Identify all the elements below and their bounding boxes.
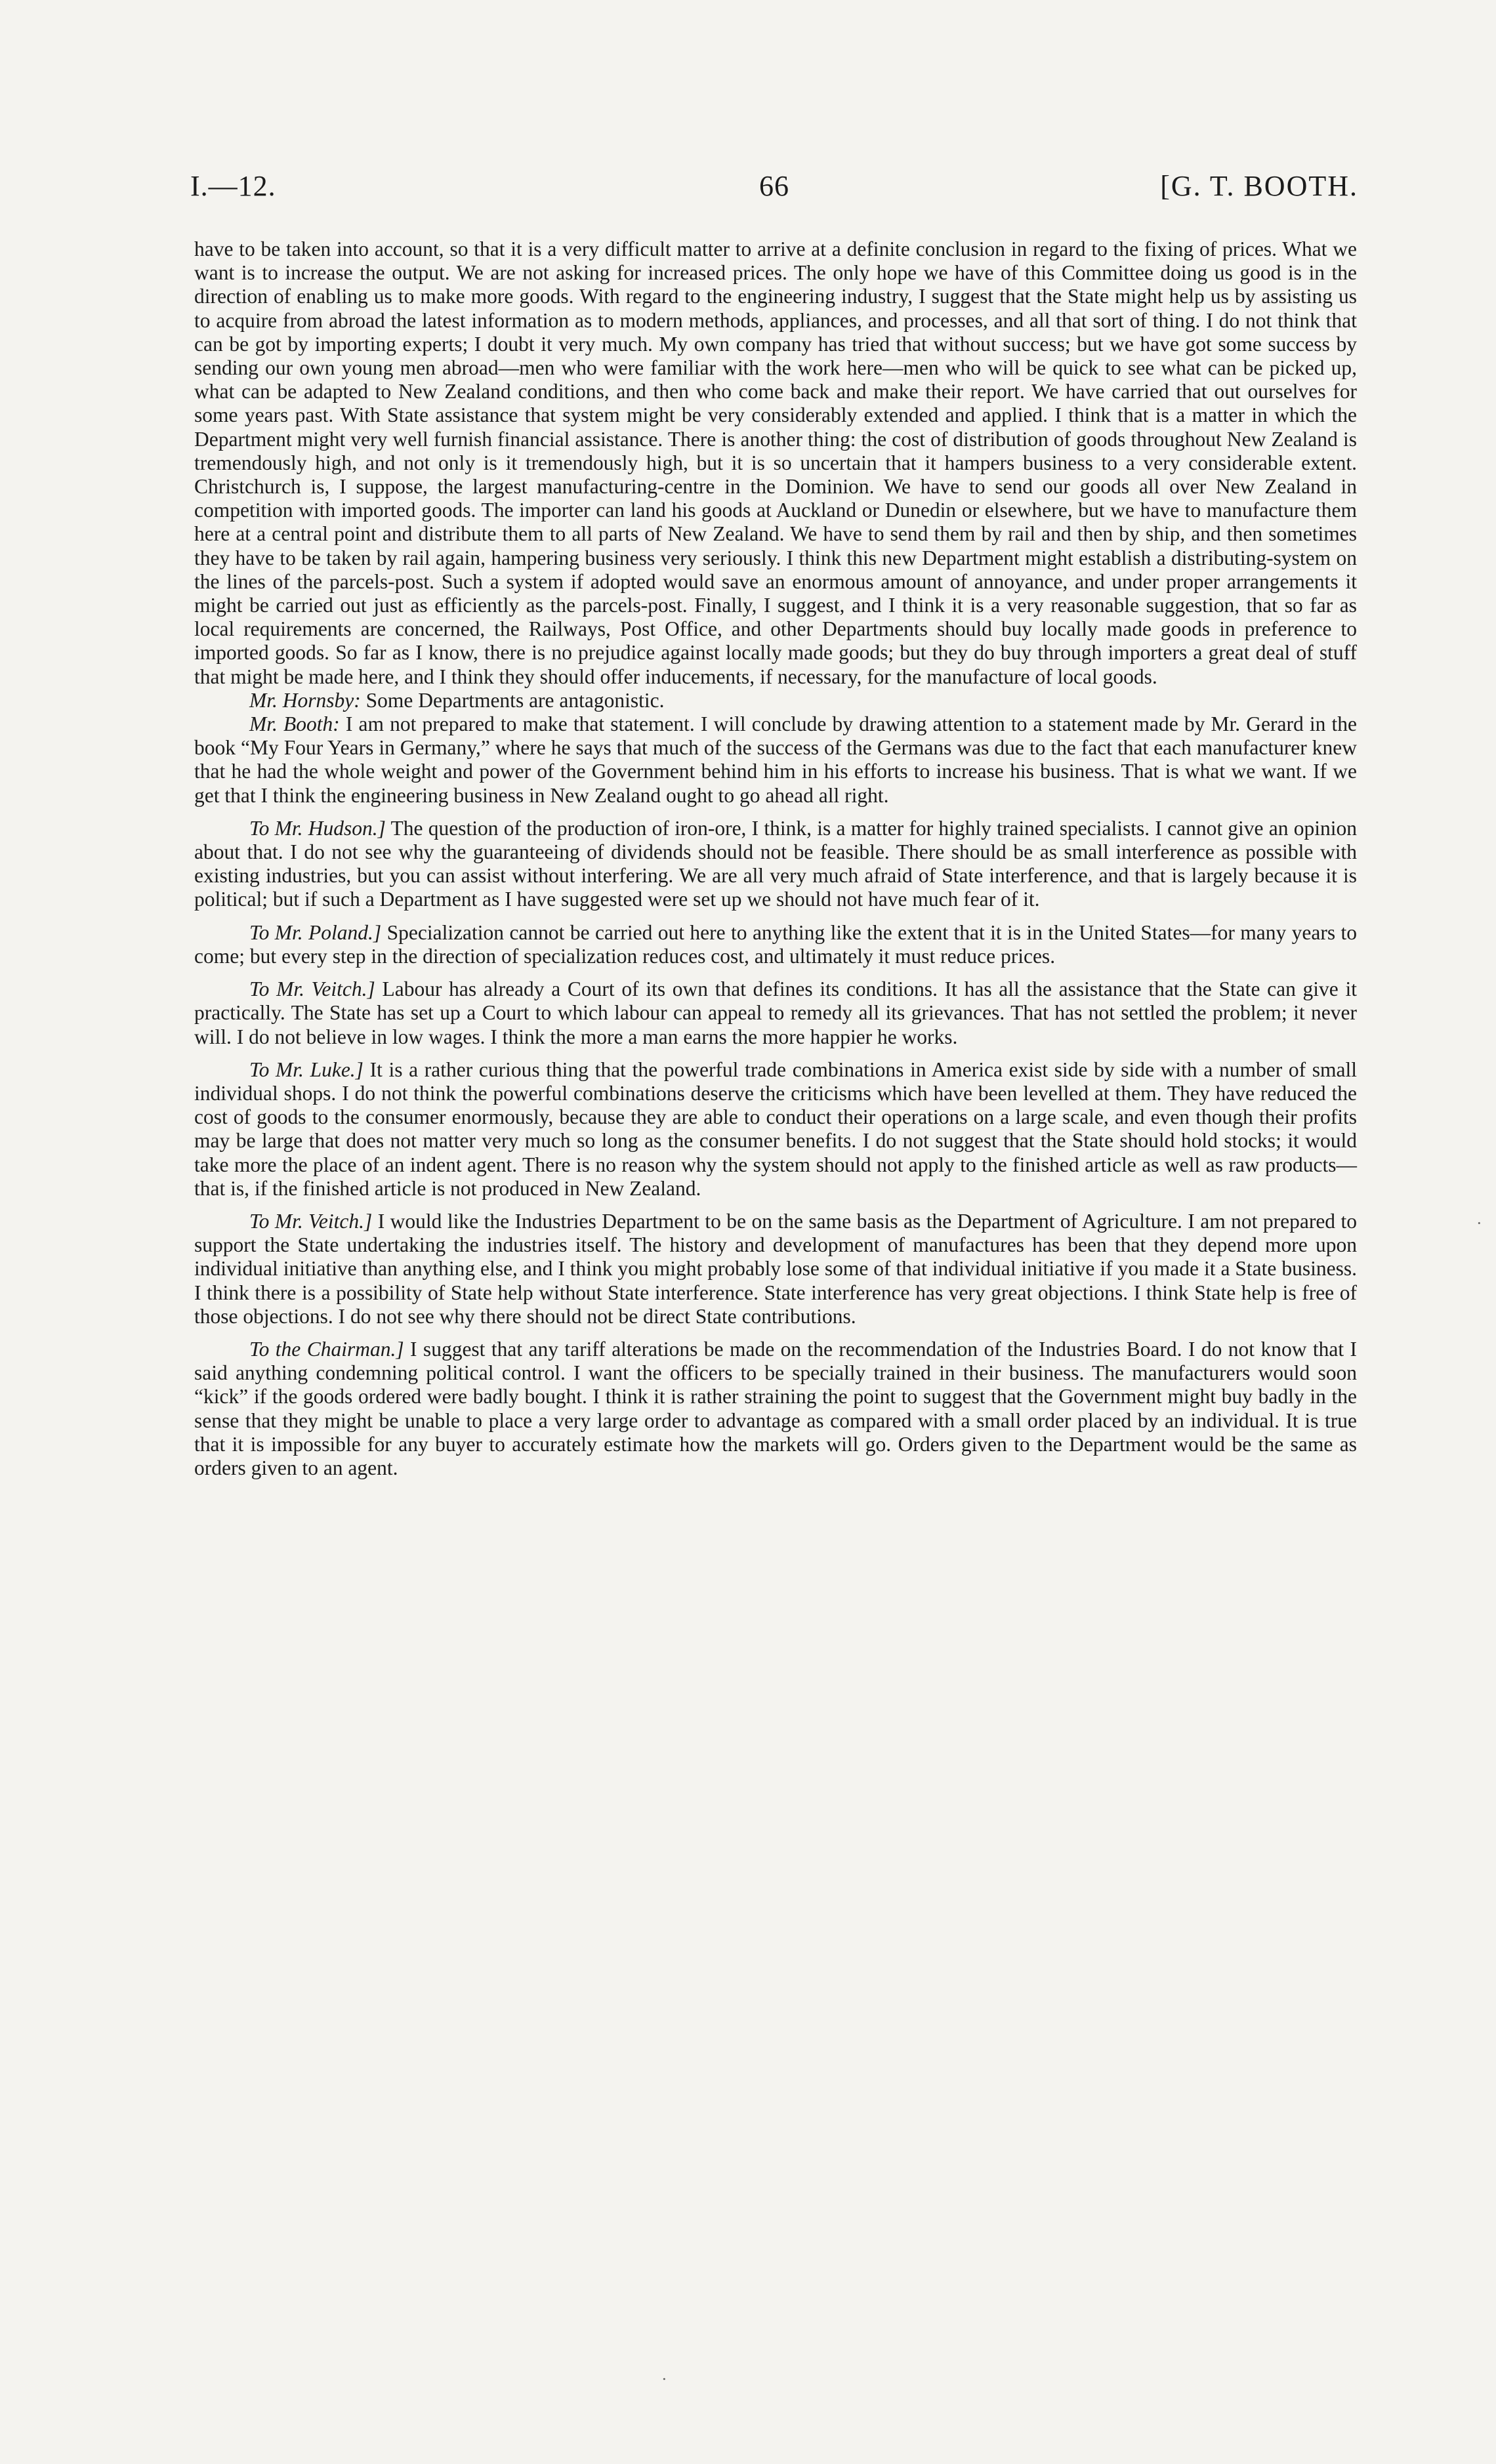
- addressee-name: To Mr. Poland.]: [249, 920, 382, 944]
- addressee-name: To Mr. Hudson.]: [249, 816, 386, 840]
- paragraph-to-veitch: [194, 977, 1357, 1049]
- paragraph-text: The question of the production of iron-ore, I think, is a matter for highly trained specialists. I cannot give an opinion about that. I do not see why the guaranteeing of dividends should not be feasible. There should be as small interference as possible with existing industries, but you can assist without interfering. We are all very much afraid of State interference, and that is largely because it is political; but if such a Department as I have suggested were set up we should not have much fear of it.: [194, 816, 1357, 911]
- paragraph-text: Some Departments are antagonistic.: [360, 688, 665, 712]
- paragraph-to-poland: [194, 921, 1357, 968]
- paragraph-text: Specialization cannot be carried out here to anything like the extent that it is in the United States—for many years to come; but every step in the direction of specialization reduces cost, and ultimately it must reduce prices.: [194, 920, 1358, 968]
- addressee-name: To Mr. Luke.]: [249, 1057, 364, 1081]
- paragraph-booth: [194, 712, 1357, 808]
- speaker-name: Mr. Hornsby:: [249, 688, 361, 712]
- addressee-name: To Mr. Veitch.]: [249, 977, 375, 1001]
- paragraph-to-veitch-second: [194, 1210, 1357, 1328]
- paragraph-to-luke: [194, 1058, 1357, 1201]
- paragraph-text: It is a rather curious thing that the powerful trade combinations in America exist side by side with a number of small individual shops. I do not think the powerful combinations deserve the criticisms which have been levelled at them. They have reduced the cost of goods to the consumer enormously, because they are able to conduct their operations on a large scale, and even though their profits may be large that does not matter very much so long as the consumer benefits. I do not suggest that the State should hold stocks; it would take more the place of an indent agent. There is no reason why the system should not apply to the finished article as well as raw products—that is, if the finished article is not produced in New Zealand.: [194, 1057, 1357, 1200]
- paragraph-to-hudson: [194, 817, 1357, 912]
- paragraph-text: Labour has already a Court of its own that defines its conditions. It has all the assistance that the State can give it practically. The State has set up a Court to which labour can appeal to remedy all its grievances. That has not settled the problem; it never will. I do not believe in low wages. I think the more a man earns the more happier he works.: [194, 977, 1357, 1048]
- scan-speck: ·: [1476, 1214, 1482, 1233]
- addressee-name: To the Chairman.]: [249, 1337, 404, 1361]
- document-reference: I.—12.: [190, 170, 276, 202]
- page-header: [190, 169, 1358, 209]
- paragraph-text: I am not prepared to make that statement. I will conclude by drawing attention to a statement made by Mr. Gerard in the book “My Four Years in Germany,” where he says that much of the success of the Germans was due to the fact that each manufacturer knew that he had the whole weight and power of the Government behind him in his efforts to increase his business. That is what we want. If we get that I think the engineering business in New Zealand ought to go ahead all right.: [194, 712, 1357, 807]
- paragraph-text: I would like the Industries Department to be on the same basis as the Department of Agriculture. I am not prepared to support the State undertaking the industries itself. The history and development of manufactures has been that they depend more upon individual initiative than anything else, and I think you might probably lose some of that individual initiative if you made it a State business. I think there is a possibility of State help without State interference. State interference has very great objections. I think State help is free of those objections. I do not see why there should not be direct State contributions.: [194, 1209, 1358, 1328]
- scan-speck: ·: [661, 2370, 667, 2389]
- addressee-name: To Mr. Veitch.]: [249, 1209, 373, 1233]
- paragraph-text: have to be taken into account, so that it is a very difficult matter to arrive at a definite conclusion in regard to the fixing of prices. What we want is to increase the output. We are not asking for increased prices. The only hope we have of this Committee doing us good is in the direction of enabling us to make more goods. With regard to the engineering industry, I suggest that the State might help us by assisting us to acquire from abroad the latest information as to modern methods, appliances, and processes, and all that sort of thing. I do not think that can be got by importing experts; I doubt it very much. My own company has tried that without success; but we have got some success by sending our own young men abroad—men who were familiar with the work here—men who will be quick to see what can be picked up, what can be adapted to New Zealand conditions, and then who come back and make their report. We have carried that out ourselves for some years past. With State assistance that system might be very considerably extended and applied. I think that is a matter in which the Department might very well furnish financial assistance. There is another thing: the cost of distribution of goods throughout New Zealand is tremendously high, and not only is it tremendously high, but it is so uncertain that it hampers business to a very considerable extent. Christchurch is, I suppose, the largest manufacturing-centre in the Dominion. We have to send our goods all over New Zealand in competition with imported goods. The importer can land his goods at Auckland or Dunedin or elsewhere, but we have to manufacture them here at a central point and distribute them to all parts of New Zealand. We have to send them by rail and then by ship, and then sometimes they have to be taken by rail again, hampering business very seriously. I think this new Department might establish a distributing-system on the lines of the parcels-post. Such a system if adopted would save an enormous amount of annoyance, and under proper arrangements it might be carried out just as efficiently as the parcels-post. Finally, I suggest, and I think it is a very reasonable suggestion, that so far as local requirements are concerned, the Railways, Post Office, and other Departments should buy locally made goods in preference to imported goods. So far as I know, there is no prejudice against locally made goods; but they do buy through importers a great deal of stuff that might be made here, and I think they should offer inducements, if necessary, for the manufacture of local goods.: [194, 237, 1357, 688]
- page-body: [194, 237, 1357, 1480]
- paragraph-hornsby: [194, 689, 1357, 712]
- paragraph-text: I suggest that any tariff alterations be made on the recommendation of the Industries Board. I do not know that I said anything condemning political control. I want the officers to be specially trained in their business. The manufacturers would soon “kick” if the goods ordered were badly bought. I think it is rather straining the point to suggest that the Government might buy badly in the sense that they might be unable to place a very large order to advantage as compared with a small order placed by an individual. It is true that it is impossible for any buyer to accurately estimate how the markets will go. Orders given to the Department would be the same as orders given to an agent.: [194, 1337, 1358, 1479]
- speaker-name: Mr. Booth:: [249, 712, 340, 736]
- page-number: 66: [759, 170, 789, 202]
- paragraph-to-chairman: [194, 1338, 1357, 1480]
- witness-name: [G. T. BOOTH.: [1160, 170, 1358, 202]
- paragraph-continuation: [194, 237, 1357, 689]
